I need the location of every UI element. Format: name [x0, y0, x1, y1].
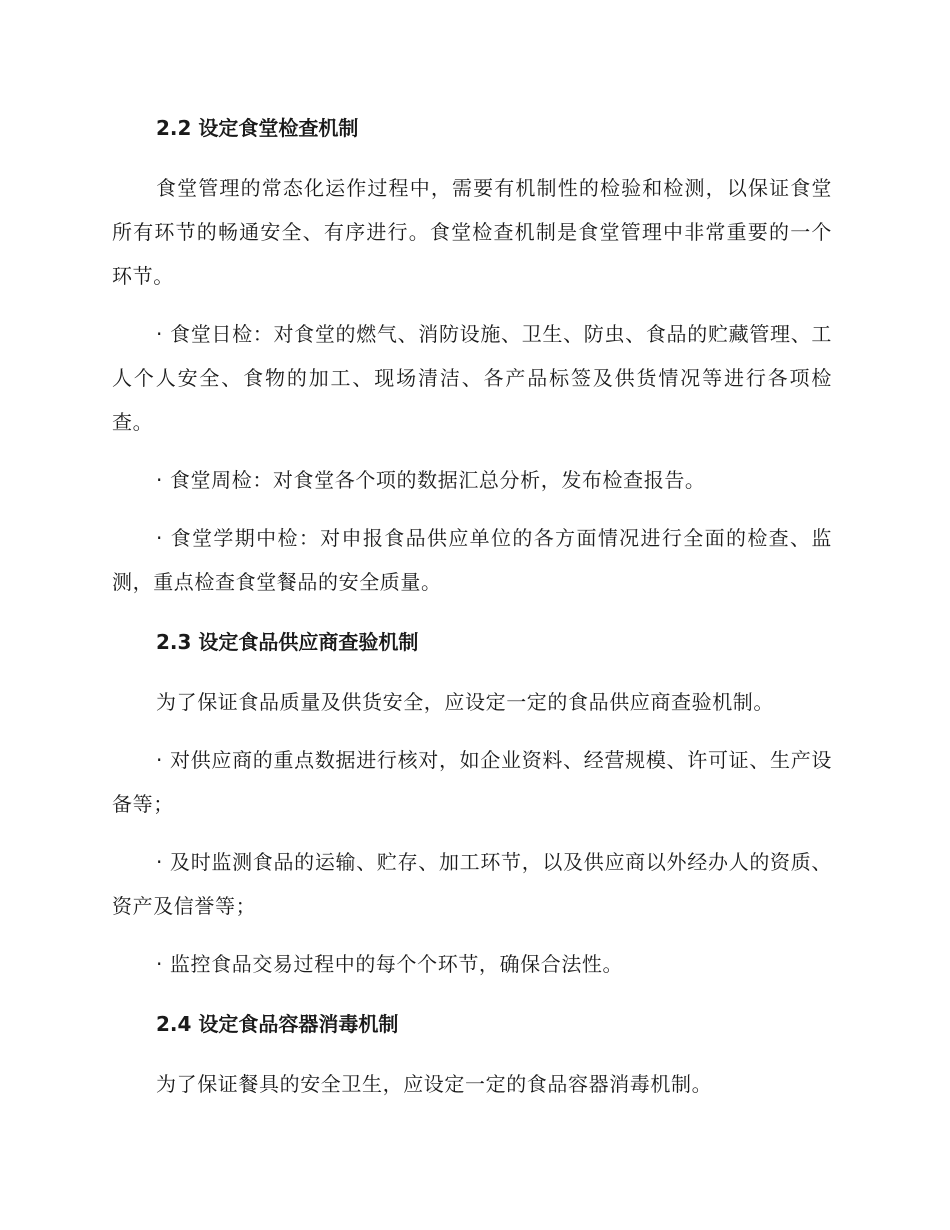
- bullet-midterm-check: · 食堂学期中检：对申报食品供应单位的各方面情况进行全面的检查、监测，重点检查食堂餐品的安全质量。: [112, 526, 832, 594]
- bullet-supplier-transaction: · 监控食品交易过程中的每个个环节，确保合法性。: [156, 952, 624, 976]
- paragraph-intro: 食堂管理的常态化运作过程中，需要有机制性的检验和检测，以保证食堂所有环节的畅通安全、有序进行。食堂检查机制是食堂管理中非常重要的一个环节。: [112, 176, 832, 288]
- bullet-supplier-monitor: · 及时监测食品的运输、贮存、加工环节，以及供应商以外经办人的资质、资产及信誉等；: [112, 850, 832, 918]
- bullet-daily-check: · 食堂日检：对食堂的燃气、消防设施、卫生、防虫、食品的贮藏管理、工人个人安全、食物的加工、现场清洁、各产品标签及供货情况等进行各项检查。: [112, 322, 832, 434]
- section-heading-2-3: 2.3 设定食品供应商查验机制: [156, 630, 419, 654]
- document-page: [112, 104, 832, 1106]
- bullet-supplier-data: · 对供应商的重点数据进行核对，如企业资料、经营规模、许可证、生产设备等；: [112, 748, 832, 816]
- section-heading-2-4: 2.4 设定食品容器消毒机制: [156, 1012, 399, 1036]
- paragraph-supplier-intro: 为了保证食品质量及供货安全，应设定一定的食品供应商查验机制。: [156, 690, 774, 714]
- paragraph-container-intro: 为了保证餐具的安全卫生，应设定一定的食品容器消毒机制。: [156, 1072, 713, 1096]
- section-heading-2-2: 2.2 设定食堂检查机制: [156, 116, 359, 140]
- bullet-weekly-check: · 食堂周检：对食堂各个项的数据汇总分析，发布检查报告。: [156, 468, 706, 492]
